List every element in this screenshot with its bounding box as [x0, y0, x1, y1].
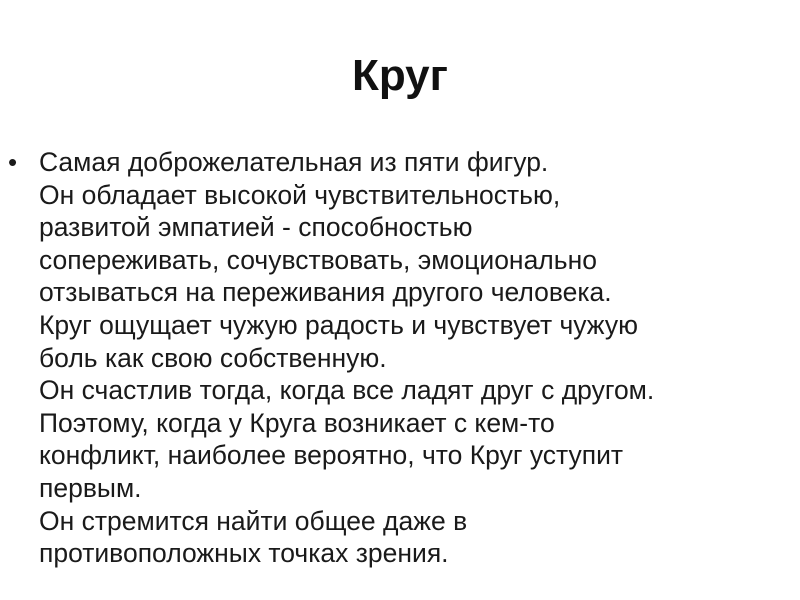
bullet-line: Круг ощущает чужую радость и чувствует чужую — [39, 309, 638, 340]
bullet-line: отзываться на переживания другого человека. — [39, 277, 612, 308]
bullet-line: первым. — [39, 472, 142, 503]
bullet-line: Самая доброжелательная из пяти фигур. — [39, 147, 549, 177]
bullet-line: Он стремится найти общее даже в — [39, 505, 468, 536]
bullet-dot-icon: • — [8, 147, 18, 177]
bullet-line: боль как свою собственную. — [39, 342, 387, 373]
bullet-item — [8, 146, 798, 570]
bullet-line: сопереживать, сочувствовать, эмоционально — [39, 244, 597, 275]
slide-title: Круг — [352, 51, 448, 100]
bullet-line: Поэтому, когда у Круга возникает с кем-то — [39, 407, 555, 438]
bullet-list — [8, 146, 798, 570]
bullet-line: противоположных точках зрения. — [39, 538, 449, 569]
bullet-line: развитой эмпатией - способностью — [39, 212, 473, 243]
bullet-line: Он счастлив тогда, когда все ладят друг с другом. — [39, 375, 655, 406]
bullet-line: конфликт, наиболее вероятно, что Круг уступит — [39, 440, 624, 471]
bullet-line: Он обладает высокой чувствительностью, — [39, 179, 561, 210]
